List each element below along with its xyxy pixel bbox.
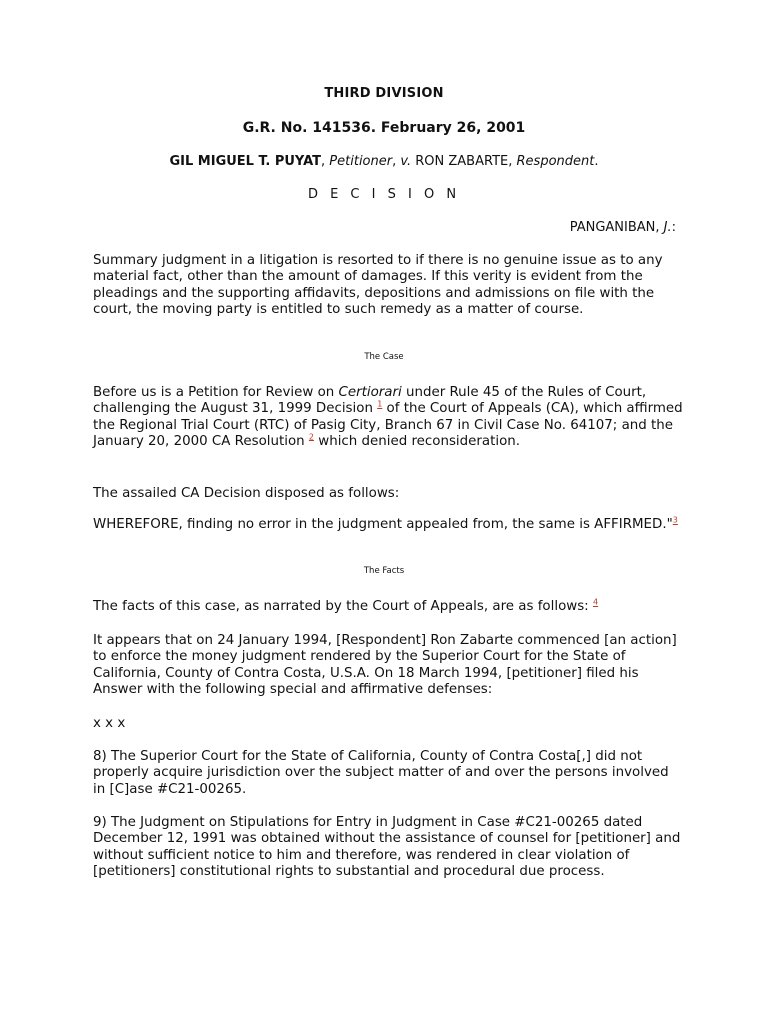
paragraph-defense-9: 9) The Judgment on Stipulations for Entry in Judgment in Case #C21-00265 dated December 12, 1991 was obtained without the assistance of counsel for [petitioner] and without sufficient notice to him and therefore, was rendered in clear violation of [petitioners] constitutional rights to substantial and procedural due process.: [93, 815, 681, 879]
footnote-link-4[interactable]: 4: [592, 597, 599, 607]
paragraph-defense-8: 8) The Superior Court for the State of California, County of Contra Costa[,] did not properly acquire jurisdiction over the subject matter of and over the persons involved in [C]ase #C21-00265.: [93, 749, 669, 797]
ponente: PANGANIBAN, J.:: [569, 220, 676, 235]
paragraph-facts-narrative: It appears that on 24 January 1994, [Respondent] Ron Zabarte commenced [an action] to enforce the money judgment rendered by the Superior Court for the State of California, County of Contra Costa, U.S.A. On 18 March 1994, [petitioner] filed his Answer with the following special and affirmative defenses:: [93, 633, 677, 697]
paragraph-facts-intro: [93, 599, 683, 615]
footnote-link-2[interactable]: 2: [308, 432, 314, 442]
respondent-name: RON ZABARTE: [415, 154, 509, 169]
wherefore-text: WHEREFORE, finding no error in the judgment appealed from, the same is AFFIRMED.": [93, 517, 673, 532]
footnote-link-3[interactable]: 3: [672, 515, 678, 525]
paragraph-omission: x x x: [93, 716, 126, 731]
versus-label: v.: [400, 154, 412, 169]
paragraph-wherefore: [93, 517, 683, 533]
petition-text-a: Before us is a Petition for Review on: [93, 385, 339, 400]
division-heading: THIRD DIVISION: [324, 86, 444, 101]
case-number-heading: G.R. No. 141536. February 26, 2001: [242, 120, 526, 136]
petitioner-name: GIL MIGUEL T. PUYAT: [169, 154, 322, 169]
footnote-link-1[interactable]: 1: [377, 399, 383, 409]
facts-intro-text: The facts of this case, as narrated by the Court of Appeals, are as follows:: [93, 599, 593, 614]
petition-text-d: which denied reconsideration.: [314, 433, 521, 449]
section-heading-case: The Case: [364, 352, 404, 362]
certiorari-term: Certiorari: [338, 385, 402, 400]
respondent-role: Respondent: [516, 154, 595, 169]
paragraph-assailed: The assailed CA Decision disposed as follows:: [93, 486, 400, 501]
petition-text-c: of the Court of Appeals (CA), which affirmed the Regional Trial Court (RTC) of Pasig City, Branch 67 in Civil Case No. 64107; and the January 20, 2000 CA Resolution: [93, 401, 683, 449]
case-parties: GIL MIGUEL T. PUYAT, Petitioner, v. RON ZABARTE, Respondent.: [169, 154, 599, 169]
decision-title: D E C I S I O N: [307, 187, 461, 202]
ponente-suffix: J.: [663, 220, 672, 235]
petition-text-b: under Rule 45 of the Rules of Court, challenging the August 31, 1999 Decision: [93, 385, 647, 417]
ponente-name: PANGANIBAN,: [569, 220, 664, 235]
paragraph-petition: [93, 385, 683, 450]
section-heading-facts: The Facts: [363, 566, 405, 576]
petitioner-role: Petitioner: [329, 154, 393, 169]
paragraph-summary: Summary judgment in a litigation is resorted to if there is no genuine issue as to any material fact, other than the amount of damages. If this verity is evident from the pleadings and the supporting affidavits, depositions and admissions on file with the court, the moving party is entitled to such remedy as a matter of course.: [93, 253, 663, 317]
